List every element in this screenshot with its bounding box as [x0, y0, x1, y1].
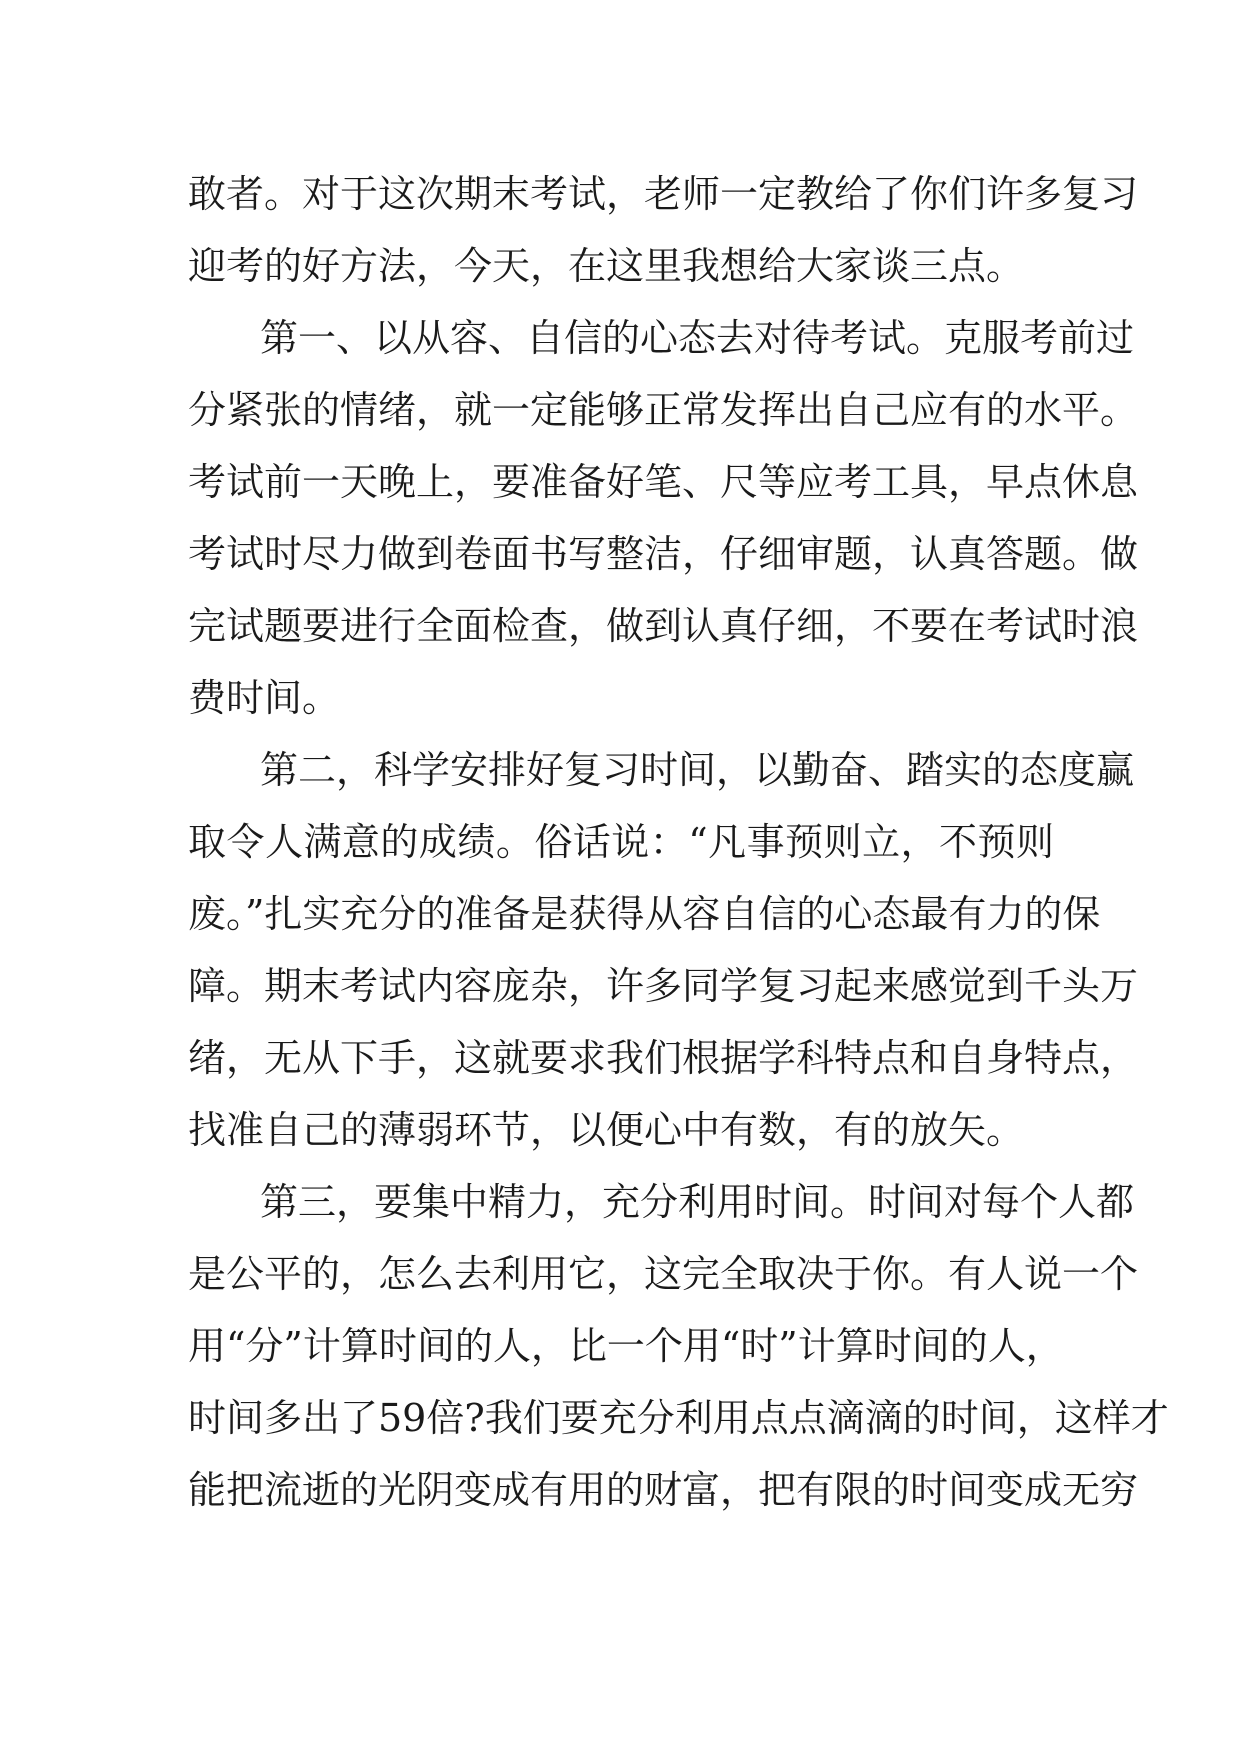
text-line: 用“分”计算时间的人，比一个用“时”计算时间的人， — [188, 1324, 1064, 1368]
text-line: 考试时尽力做到卷面书写整洁，仔细审题，认真答题。做 — [188, 532, 1139, 576]
text-line: 障。期末考试内容庞杂，许多同学复习起来感觉到千头万 — [188, 964, 1139, 1008]
text-line: 废。”扎实充分的准备是获得从容自信的心态最有力的保 — [188, 892, 1101, 936]
text-line: 完试题要进行全面检查，做到认真仔细，不要在考试时浪 — [188, 604, 1139, 648]
text-line: 绪，无从下手，这就要求我们根据学科特点和自身特点， — [188, 1036, 1139, 1080]
text-line: 考试前一天晚上，要准备好笔、尺等应考工具，早点休息 — [188, 460, 1139, 504]
text-line: 费时间。 — [188, 676, 341, 720]
paragraph-first-line: 第三，要集中精力，充分利用时间。时间对每个人都 — [260, 1180, 1135, 1224]
text-line: 是公平的，怎么去利用它，这完全取决于你。有人说一个 — [188, 1252, 1139, 1296]
text-line: 迎考的好方法，今天，在这里我想给大家谈三点。 — [188, 244, 1025, 288]
text-line: 分紧张的情绪，就一定能够正常发挥出自己应有的水平。 — [188, 388, 1139, 432]
paragraph-first-line: 第一、以从容、自信的心态去对待考试。克服考前过 — [260, 316, 1135, 360]
text-line: 找准自己的薄弱环节，以便心中有数，有的放矢。 — [188, 1108, 1025, 1152]
text-line: 敢者。对于这次期末考试，老师一定教给了你们许多复习 — [188, 172, 1139, 216]
paragraph-first-line: 第二，科学安排好复习时间，以勤奋、踏实的态度赢 — [260, 748, 1135, 792]
text-line: 取令人满意的成绩。俗话说：“凡事预则立，不预则 — [188, 820, 1054, 864]
text-line: 时间多出了59倍?我们要充分利用点点滴滴的时间，这样才 — [188, 1396, 1169, 1440]
text-line: 能把流逝的光阴变成有用的财富，把有限的时间变成无穷 — [188, 1468, 1139, 1512]
